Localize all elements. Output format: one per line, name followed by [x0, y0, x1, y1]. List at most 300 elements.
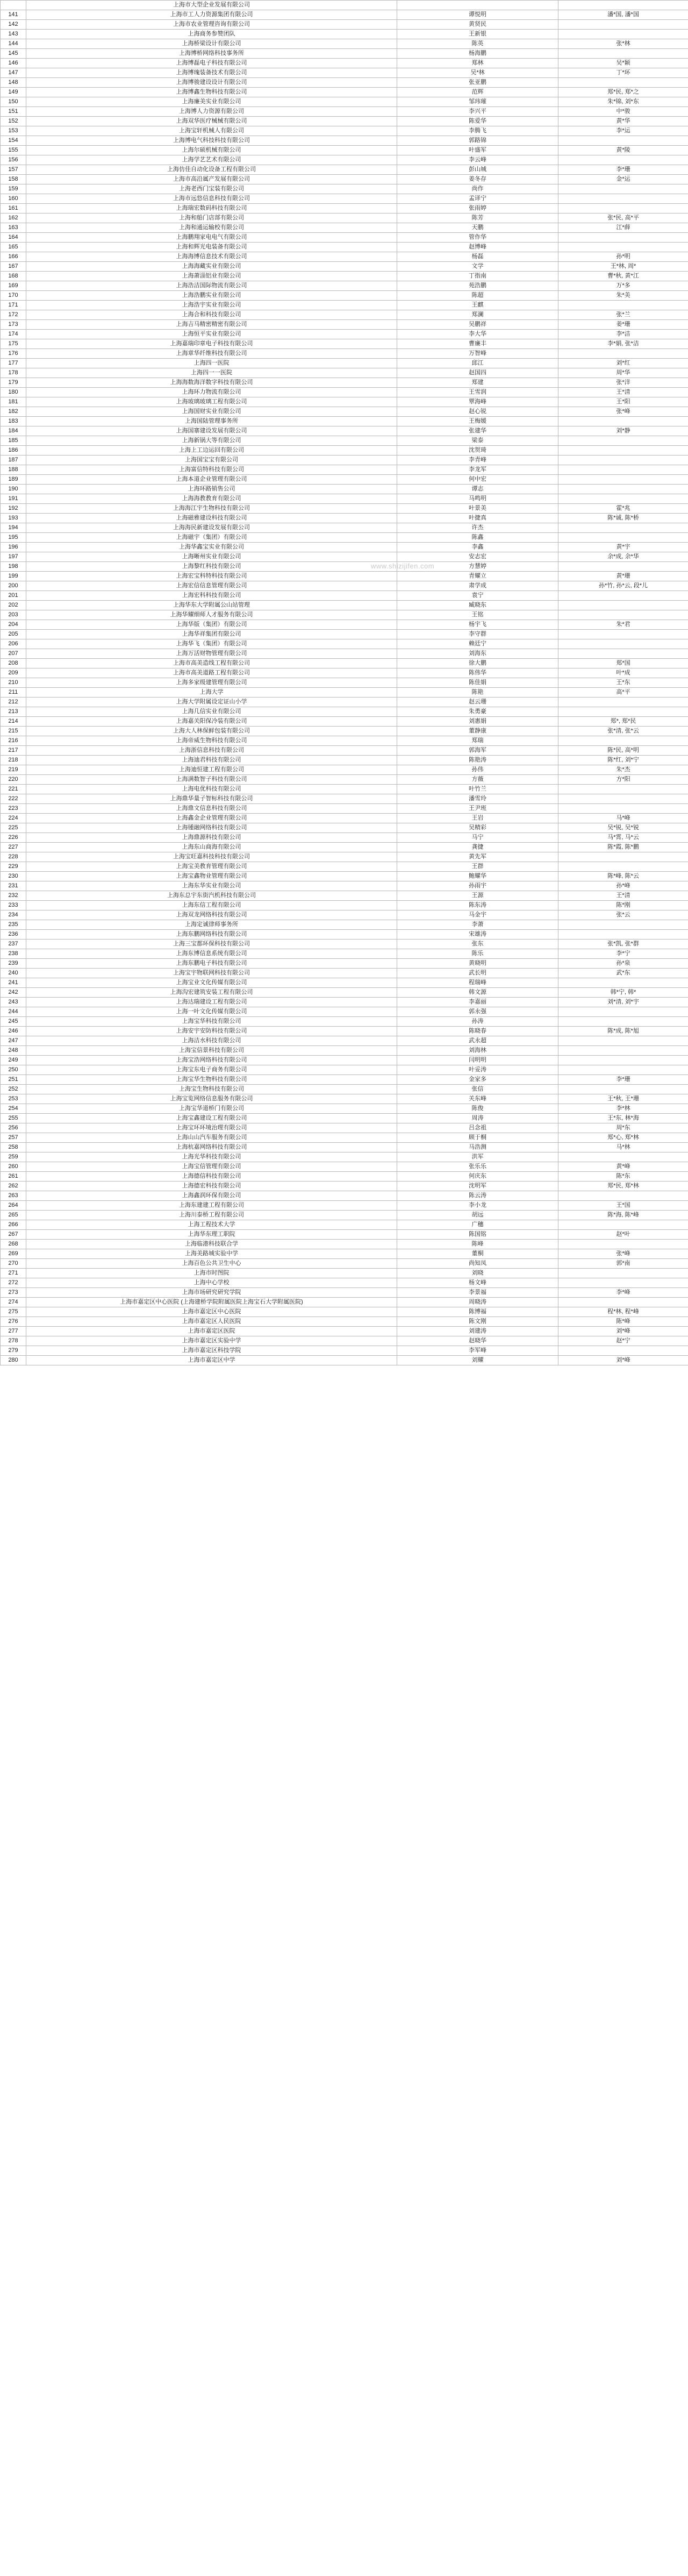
- row-unit-name: 上海宝业文化传媒有限公司: [26, 978, 397, 988]
- row-unit-name: 上海华祥集团有限公司: [26, 630, 397, 639]
- row-index: 146: [1, 59, 26, 68]
- row-note: [558, 1046, 688, 1056]
- row-note: [558, 794, 688, 804]
- row-person: 陈俊: [397, 1104, 558, 1114]
- row-index: 188: [1, 465, 26, 475]
- row-unit-name: 上海富信特科技有限公司: [26, 465, 397, 475]
- row-person: 郭海军: [397, 746, 558, 756]
- table-row: [1, 1056, 688, 1065]
- row-person: 臧晓东: [397, 601, 558, 610]
- row-note: [558, 852, 688, 862]
- row-unit-name: 上海市场研究研究学院: [26, 1288, 397, 1298]
- table-row: [1, 630, 688, 639]
- row-person: 陈芳: [397, 214, 558, 223]
- row-unit-name: 上海中心学校: [26, 1278, 397, 1288]
- row-person: 杨宇飞: [397, 620, 558, 630]
- table-row: [1, 59, 688, 68]
- row-unit-name: 上海东华实业有限公司: [26, 881, 397, 891]
- row-person: 何庆东: [397, 1172, 558, 1182]
- row-person: 金家多: [397, 1075, 558, 1085]
- row-note: [558, 698, 688, 707]
- row-person: 郭路锦: [397, 136, 558, 146]
- table-row: [1, 949, 688, 959]
- table-row: [1, 78, 688, 88]
- row-person: 周涛: [397, 1114, 558, 1123]
- row-person: 陈鑫: [397, 533, 558, 543]
- row-index: 233: [1, 901, 26, 910]
- row-index: 226: [1, 833, 26, 843]
- row-unit-name: 上海万活财物管理有限公司: [26, 649, 397, 659]
- watermark: www.shizijifen.com: [371, 562, 435, 570]
- table-row: [1, 1201, 688, 1211]
- table-row: [1, 291, 688, 301]
- row-index: 183: [1, 417, 26, 426]
- row-index: 169: [1, 281, 26, 291]
- row-note: 李*峰: [558, 1288, 688, 1298]
- row-index: 154: [1, 136, 26, 146]
- table-row: [1, 1278, 688, 1288]
- row-index: 173: [1, 320, 26, 330]
- row-person: 彭山城: [397, 165, 558, 175]
- row-note: 刘*静: [558, 426, 688, 436]
- row-unit-name: 上海双龙网络科技有限公司: [26, 910, 397, 920]
- row-index: 234: [1, 910, 26, 920]
- row-note: 张*峰: [558, 1249, 688, 1259]
- table-row: [1, 591, 688, 601]
- row-index: 261: [1, 1172, 26, 1182]
- row-person: 徐大鹏: [397, 659, 558, 668]
- row-person: 陈国铭: [397, 1230, 558, 1240]
- row-person: 吕念祖: [397, 1123, 558, 1133]
- row-unit-name: 上海安宇安防科技有限公司: [26, 1027, 397, 1036]
- table-row: [1, 426, 688, 436]
- row-person: 关东峰: [397, 1094, 558, 1104]
- row-unit-name: 上海一叶文化传媒有限公司: [26, 1007, 397, 1017]
- row-person: 赵晓华: [397, 1336, 558, 1346]
- row-note: [558, 417, 688, 426]
- row-unit-name: 上海鼎华量子智标科技有限公司: [26, 794, 397, 804]
- row-person: 苑浩鹏: [397, 281, 558, 291]
- row-unit-name: 上海市嘉定区中学: [26, 1356, 397, 1365]
- table-row: [1, 252, 688, 262]
- row-note: 程*林, 程*峰: [558, 1307, 688, 1317]
- row-note: 孙*明: [558, 252, 688, 262]
- row-note: 陈*红, 刘*宁: [558, 756, 688, 765]
- row-note: 丁*环: [558, 68, 688, 78]
- row-person: 管作华: [397, 233, 558, 243]
- row-index: 142: [1, 20, 26, 30]
- row-note: 王*清: [558, 388, 688, 397]
- row-person: 董桐: [397, 1249, 558, 1259]
- table-row: [1, 1317, 688, 1327]
- row-index: 206: [1, 639, 26, 649]
- row-unit-name: 上海市嘉定区人民医院: [26, 1317, 397, 1327]
- row-index: 232: [1, 891, 26, 901]
- row-person: 陈艳: [397, 688, 558, 698]
- row-unit-name: 上海和辉光电装备有限公司: [26, 243, 397, 252]
- table-row: [1, 223, 688, 233]
- row-index: 189: [1, 475, 26, 485]
- row-index: 217: [1, 746, 26, 756]
- row-unit-name: 上海迪恒建工程有限公司: [26, 765, 397, 775]
- row-note: 万*多: [558, 281, 688, 291]
- row-index: 174: [1, 330, 26, 339]
- row-person: 王源: [397, 891, 558, 901]
- row-unit-name: 上海市嘉定区实验中学: [26, 1336, 397, 1346]
- row-unit-name: 上海海数海洋数字科技有限公司: [26, 378, 397, 388]
- row-note: [558, 155, 688, 165]
- table-row: [1, 901, 688, 910]
- row-note: 张*兰: [558, 310, 688, 320]
- row-note: [558, 862, 688, 872]
- row-index: 209: [1, 668, 26, 678]
- row-index: 266: [1, 1220, 26, 1230]
- row-index: 259: [1, 1152, 26, 1162]
- row-index: 200: [1, 581, 26, 591]
- row-index: 279: [1, 1346, 26, 1356]
- row-note: [558, 1056, 688, 1065]
- row-person: 陈乐: [397, 949, 558, 959]
- row-unit-name: 上海黎红科技有限公司: [26, 562, 397, 572]
- table-row: [1, 775, 688, 785]
- row-unit-name: 上海萧淄铝业有限公司: [26, 272, 397, 281]
- row-person: 陈博福: [397, 1307, 558, 1317]
- row-unit-name: 上海上工边运回有限公司: [26, 446, 397, 456]
- row-note: 潘*国, 潘*国: [558, 10, 688, 20]
- row-index: 166: [1, 252, 26, 262]
- table-row: [1, 572, 688, 581]
- table-row: [1, 1230, 688, 1240]
- row-unit-name: 上海海博信息技术有限公司: [26, 252, 397, 262]
- row-index: 222: [1, 794, 26, 804]
- table-row: [1, 49, 688, 59]
- row-note: 陈*诚, 陈*桥: [558, 514, 688, 523]
- row-note: [558, 136, 688, 146]
- table-row: [1, 862, 688, 872]
- table-row: [1, 504, 688, 514]
- row-person: 叶妥涛: [397, 1065, 558, 1075]
- row-person: 张雨婷: [397, 204, 558, 214]
- row-unit-name: 上海吉马精密精密有限公司: [26, 320, 397, 330]
- row-unit-name: 上海沟宏建筑安装工程有限公司: [26, 988, 397, 998]
- row-index: 160: [1, 194, 26, 204]
- row-person: 袁宁: [397, 591, 558, 601]
- table-row: [1, 1249, 688, 1259]
- row-index: 240: [1, 969, 26, 978]
- row-note: 王*东, 林*海: [558, 1114, 688, 1123]
- row-person: 覃海峰: [397, 397, 558, 407]
- row-note: 李*珊: [558, 165, 688, 175]
- table-row: [1, 562, 688, 572]
- row-person: 刘惠娟: [397, 717, 558, 727]
- row-person: 武长明: [397, 969, 558, 978]
- row-note: 张*云: [558, 910, 688, 920]
- table-row: [1, 523, 688, 533]
- row-person: 陈超: [397, 291, 558, 301]
- row-note: 赵*叶: [558, 1230, 688, 1240]
- row-person: 黄晓明: [397, 959, 558, 969]
- row-person: 肃学成: [397, 581, 558, 591]
- row-unit-name: 上海宝旺嘉科技科技有限公司: [26, 852, 397, 862]
- row-note: 高*平: [558, 688, 688, 698]
- row-unit-name: 上海市嘉定区中心医院 (上海建桥学院附属医院上海宝石大学附属医院): [26, 1298, 397, 1307]
- row-person: 董静康: [397, 727, 558, 736]
- table-row: [1, 1133, 688, 1143]
- row-index: 157: [1, 165, 26, 175]
- row-person: 李云峰: [397, 155, 558, 165]
- row-note: [558, 601, 688, 610]
- row-index: 207: [1, 649, 26, 659]
- row-person: 丁指南: [397, 272, 558, 281]
- row-unit-name: 上海市嘉定区科技学院: [26, 1346, 397, 1356]
- row-index: 210: [1, 678, 26, 688]
- row-index: 190: [1, 485, 26, 494]
- table-row: [1, 649, 688, 659]
- row-index: 216: [1, 736, 26, 746]
- row-note: 余*成, 余*华: [558, 552, 688, 562]
- table-row: [1, 475, 688, 485]
- row-unit-name: 上海市高美造线工程有限公司: [26, 659, 397, 668]
- row-unit-name: 上海浩鹏实业有限公司: [26, 291, 397, 301]
- row-note: 王*林, 周*: [558, 262, 688, 272]
- table-row: [1, 881, 688, 891]
- row-note: 王*国: [558, 1201, 688, 1211]
- row-index: 257: [1, 1133, 26, 1143]
- table-row: [1, 320, 688, 330]
- row-index: 161: [1, 204, 26, 214]
- table-row: [1, 88, 688, 97]
- row-note: 中*骏: [558, 107, 688, 117]
- row-unit-name: 上海浙信息科技有限公司: [26, 746, 397, 756]
- row-unit-name: 上海三宝都环保科技有限公司: [26, 940, 397, 949]
- row-note: 李*运: [558, 126, 688, 136]
- row-note: 刘*峰: [558, 1356, 688, 1365]
- row-person: 李小龙: [397, 1201, 558, 1211]
- row-person: 张亚鹏: [397, 78, 558, 88]
- row-note: [558, 1240, 688, 1249]
- row-note: 郑*国: [558, 659, 688, 668]
- row-person: 马金宇: [397, 910, 558, 920]
- row-note: [558, 456, 688, 465]
- table-row: [1, 659, 688, 668]
- row-note: 武*东: [558, 969, 688, 978]
- table-row: [1, 1065, 688, 1075]
- row-person: 陈云涛: [397, 1191, 558, 1201]
- row-person: 杨海鹏: [397, 49, 558, 59]
- row-person: 王雪润: [397, 388, 558, 397]
- row-unit-name: 上海双华医疗械械有限公司: [26, 117, 397, 126]
- row-unit-name: 上海仿佳自动化设备工程有限公司: [26, 165, 397, 175]
- row-unit-name: 上海光华科技有限公司: [26, 1152, 397, 1162]
- table-row: [1, 533, 688, 543]
- table-row: [1, 1172, 688, 1182]
- table-row: [1, 330, 688, 339]
- table-row: [1, 262, 688, 272]
- row-note: [558, 639, 688, 649]
- row-note: [558, 930, 688, 940]
- row-note: 姜*珊: [558, 320, 688, 330]
- row-note: 马*峰: [558, 814, 688, 823]
- row-index: 274: [1, 1298, 26, 1307]
- table-row: [1, 668, 688, 678]
- row-unit-name: 上海锺融网络科技有限公司: [26, 823, 397, 833]
- row-unit-name: 上海工程技术大学: [26, 1220, 397, 1230]
- row-note: 王*东: [558, 678, 688, 688]
- row-person: 刘海林: [397, 1046, 558, 1056]
- row-note: 李*珊: [558, 1075, 688, 1085]
- row-person: 曹廉丰: [397, 339, 558, 349]
- row-note: [558, 533, 688, 543]
- row-index: 208: [1, 659, 26, 668]
- table-row: [1, 1356, 688, 1365]
- row-index: 253: [1, 1094, 26, 1104]
- row-index: 162: [1, 214, 26, 223]
- row-unit-name: 上海宝华生物科技有限公司: [26, 1075, 397, 1085]
- table-row: [1, 940, 688, 949]
- row-index: 247: [1, 1036, 26, 1046]
- row-note: 陈*民, 高*明: [558, 746, 688, 756]
- row-note: 黄*峰: [558, 1162, 688, 1172]
- row-person: 许杰: [397, 523, 558, 533]
- row-note: 方*阳: [558, 775, 688, 785]
- row-unit-name: 上海浩洁国际物流有限公司: [26, 281, 397, 291]
- row-person: 谭悦明: [397, 10, 558, 20]
- row-note: 李*洁: [558, 330, 688, 339]
- row-note: [558, 1, 688, 10]
- row-note: 郑*民, 郑*之: [558, 88, 688, 97]
- row-note: [558, 1017, 688, 1027]
- table-row: [1, 1094, 688, 1104]
- row-index: 250: [1, 1065, 26, 1075]
- row-index: 164: [1, 233, 26, 243]
- row-note: [558, 1152, 688, 1162]
- row-index: 277: [1, 1327, 26, 1336]
- row-index: 145: [1, 49, 26, 59]
- row-note: [558, 78, 688, 88]
- row-person: 孙伟: [397, 765, 558, 775]
- row-unit-name: 上海东鹏网络科技有限公司: [26, 930, 397, 940]
- table-row: [1, 436, 688, 446]
- row-person: 胡远: [397, 1211, 558, 1220]
- table-row: [1, 765, 688, 775]
- row-person: 赵云珊: [397, 698, 558, 707]
- row-person: 谭志: [397, 485, 558, 494]
- row-index: 180: [1, 388, 26, 397]
- table-row: [1, 610, 688, 620]
- row-note: 曹*秋, 黄*江: [558, 272, 688, 281]
- table-row: [1, 1017, 688, 1027]
- row-note: [558, 20, 688, 30]
- table-row: [1, 68, 688, 78]
- row-unit-name: 上海晰州实业有限公司: [26, 552, 397, 562]
- row-unit-name: 上海临港科技联合学: [26, 1240, 397, 1249]
- row-index: 159: [1, 184, 26, 194]
- table-row: [1, 97, 688, 107]
- row-unit-name: 上海华东理工职院: [26, 1230, 397, 1240]
- row-index: 172: [1, 310, 26, 320]
- table-row: [1, 1259, 688, 1269]
- row-unit-name: 上海国寨建设发展有限公司: [26, 426, 397, 436]
- row-unit-name: 上海鑫润环保有限公司: [26, 1191, 397, 1201]
- row-note: [558, 920, 688, 930]
- row-person: 万智峰: [397, 349, 558, 359]
- row-note: [558, 446, 688, 456]
- row-note: 孙*竹, 孙*云, 段*儿: [558, 581, 688, 591]
- table-row: [1, 155, 688, 165]
- row-index: 186: [1, 446, 26, 456]
- table-row: [1, 978, 688, 988]
- row-note: 刘*峰: [558, 1327, 688, 1336]
- row-person: 姜冬存: [397, 175, 558, 184]
- row-index: 254: [1, 1104, 26, 1114]
- row-note: 吴*颖: [558, 59, 688, 68]
- row-unit-name: 上海华飞（集团）有限公司: [26, 639, 397, 649]
- row-unit-name: 上海合和科技有限公司: [26, 310, 397, 320]
- row-index: 262: [1, 1182, 26, 1191]
- row-index: 256: [1, 1123, 26, 1133]
- row-person: 王梅媛: [397, 417, 558, 426]
- row-index: 147: [1, 68, 26, 78]
- table-row: [1, 1085, 688, 1094]
- row-person: 杨磊: [397, 252, 558, 262]
- row-note: 朱*美: [558, 291, 688, 301]
- table-row: [1, 407, 688, 417]
- table-row: [1, 417, 688, 426]
- row-person: 陈文刚: [397, 1317, 558, 1327]
- row-person: 孙雨宇: [397, 881, 558, 891]
- table-row: [1, 126, 688, 136]
- row-person: 沈贺琦: [397, 446, 558, 456]
- row-person: 鲍耀华: [397, 872, 558, 881]
- row-person: 李龙军: [397, 465, 558, 475]
- row-person: 范辉: [397, 88, 558, 97]
- row-index: 187: [1, 456, 26, 465]
- table-row: [1, 494, 688, 504]
- table-row: [1, 727, 688, 736]
- row-index: 175: [1, 339, 26, 349]
- row-index: 272: [1, 1278, 26, 1288]
- row-person: 周晓涛: [397, 1298, 558, 1307]
- table-row: [1, 117, 688, 126]
- row-person: 洪军: [397, 1152, 558, 1162]
- row-unit-name: 上海宏宝科特科技有限公司: [26, 572, 397, 581]
- table-row: [1, 359, 688, 368]
- table-row: [1, 1346, 688, 1356]
- table-row: [1, 1123, 688, 1133]
- row-person: [397, 1, 558, 10]
- row-person: 龚捷: [397, 843, 558, 852]
- row-unit-name: 上海宏信信息管理有限公司: [26, 581, 397, 591]
- row-unit-name: 上海鼎源科技有限公司: [26, 833, 397, 843]
- row-unit-name: 上海四一一医院: [26, 368, 397, 378]
- row-person: 叶盛军: [397, 146, 558, 155]
- row-note: [558, 785, 688, 794]
- row-unit-name: 上海东鹏电子科技有限公司: [26, 959, 397, 969]
- row-unit-name: 上海恒平实业有限公司: [26, 330, 397, 339]
- row-note: [558, 804, 688, 814]
- row-person: 陈峰: [397, 1240, 558, 1249]
- row-note: [558, 30, 688, 39]
- table-row: [1, 446, 688, 456]
- row-person: 王麒: [397, 301, 558, 310]
- row-person: 天鹏: [397, 223, 558, 233]
- row-note: [558, 49, 688, 59]
- row-unit-name: 上海玻璃玻璃工程有限公司: [26, 397, 397, 407]
- table-row: [1, 214, 688, 223]
- table-row: [1, 1182, 688, 1191]
- row-index: 148: [1, 78, 26, 88]
- row-unit-name: 上海商务参赞团队: [26, 30, 397, 39]
